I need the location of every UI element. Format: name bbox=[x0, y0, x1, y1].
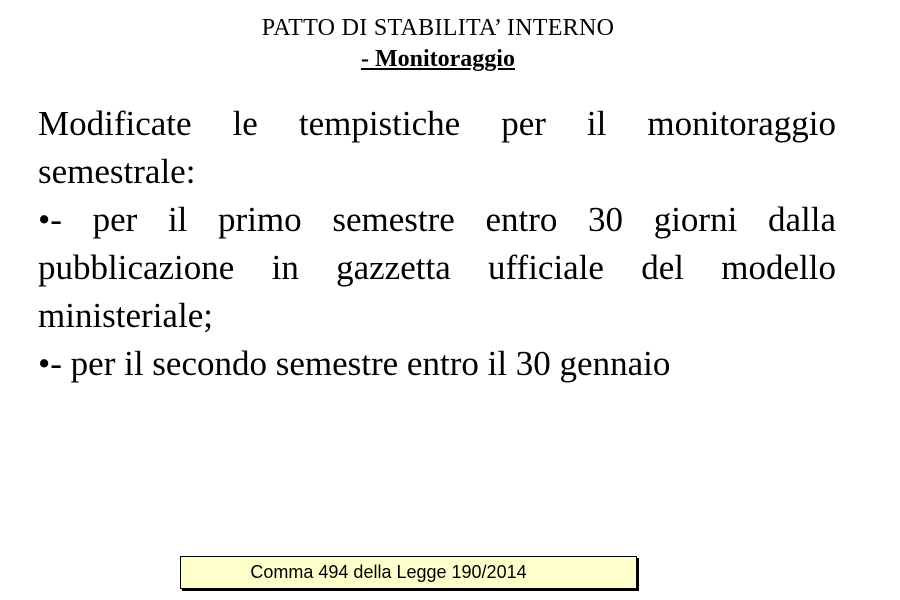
legal-reference-box bbox=[180, 556, 637, 589]
slide-title: PATTO DI STABILITA’ INTERNO bbox=[261, 15, 615, 41]
bullet-first-semester: •- per il primo semestre entro 30 giorni dalla pubblicazione in gazzetta ufficiale del modello ministeriale; bbox=[38, 200, 836, 335]
bullet-second-semester: •- per il secondo semestre entro il 30 gennaio bbox=[38, 344, 671, 383]
slide-body bbox=[38, 100, 836, 388]
slide-header bbox=[0, 12, 900, 74]
intro-paragraph: Modificate le tempistiche per il monitoraggio semestrale: bbox=[38, 104, 836, 191]
legal-reference-text: Comma 494 della Legge 190/2014 bbox=[250, 562, 527, 582]
slide-subtitle: - Monitoraggio bbox=[361, 46, 515, 72]
